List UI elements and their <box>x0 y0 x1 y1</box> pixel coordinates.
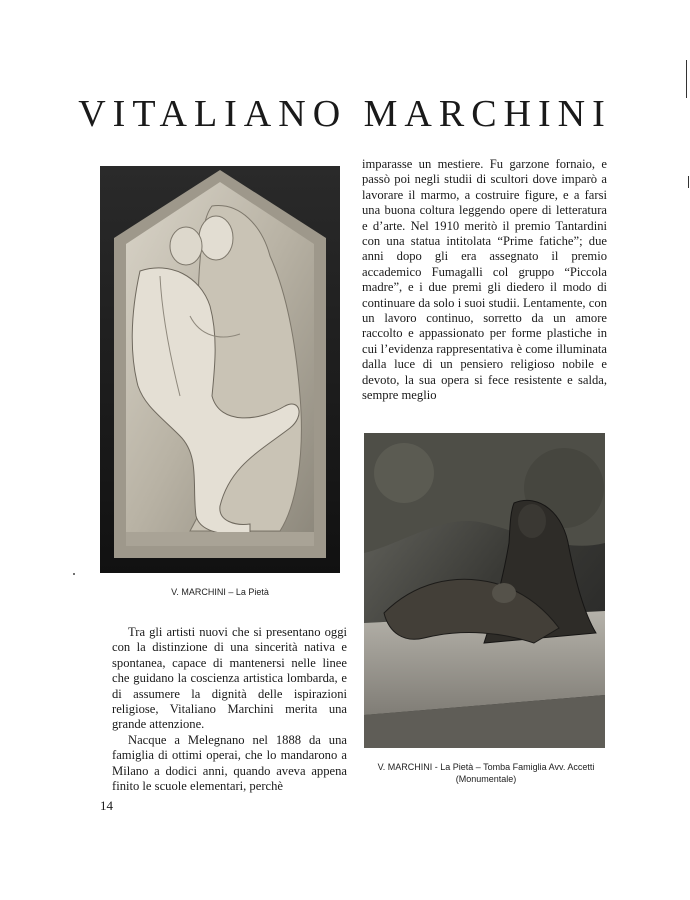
figure-caption: V. MARCHINI – La Pietà <box>171 587 269 597</box>
page-title: VITALIANO MARCHINI <box>78 93 612 135</box>
page-number: 14 <box>100 798 113 813</box>
scan-speck <box>73 573 75 575</box>
paragraph: Tra gli artisti nuovi che si presentano oggi con la distinzione di una sincerità nativa e spontanea, capace di mantenersi nelle linee che guidano la coscienza artistica lombarda, e di assumere la dignità delle ispirazioni religiose, Vitaliano Marchini merita una grande attenzione. <box>112 625 347 732</box>
figure-caption <box>356 761 616 785</box>
scan-edge-mark <box>686 60 687 98</box>
caption-line: V. MARCHINI - La Pietà – Tomba Famiglia Avv. Accetti <box>377 762 595 772</box>
right-text-column <box>362 157 607 404</box>
paragraph: imparasse un mestiere. Fu garzone fornaio, e passò poi negli studii di scultori dove imparò a lavorare il marmo, a costruire figure, e a farsi una buona coltura leggendo opere di letteratura e d’arte. Nel 1910 meritò il premio Tantardini con una statua intitolata “Prime fatiche”; due anni dopo gli era assegnato il premio accademico Fumagalli col gruppo “Piccola madre”, e i due premi gli diedero il modo di continuare da solo i suoi studii. Lentamente, con un lavoro continuo, sorretto da un amore raccolto e appassionato per forme plastiche in cui l’evidenza rappresentativa è come illuminata dalla luce di un pensiero religioso nobile e devoto, la sua opera si fece resistente e salda, sempre meglio <box>362 157 607 403</box>
left-text-column <box>112 625 347 794</box>
pieta-relief-photo <box>100 166 340 573</box>
caption-line: (Monumentale) <box>455 774 517 784</box>
scan-edge-mark <box>688 176 689 188</box>
paragraph: Nacque a Melegnano nel 1888 da una famiglia di ottimi operai, che lo mandarono a Milano a dodici anni, quando aveva appena finito le scuole elementari, perchè <box>112 732 347 794</box>
pieta-tomb-photo <box>364 433 605 748</box>
